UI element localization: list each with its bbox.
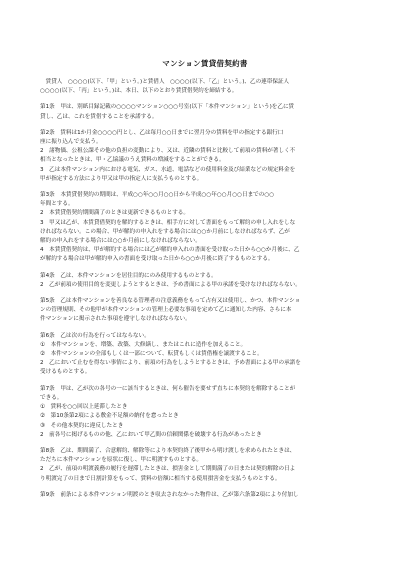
text-line: 年間とする。 [40,201,74,208]
text-line: 第3条 本賃貸借契約の期間は、平成○○年○○月○○日から平成○○年○○月○○日までの○○ [40,192,275,199]
document-title: マンション賃貸借契約書 [162,59,248,68]
contract-paragraph [40,272,390,290]
text-line: 4 本賃貸借契約は、甲が解約する場合には乙が解約申入れの書面を受け取った日から○○か月後に、乙 [40,247,300,254]
text-line: ただちに本件マンションを原状に復し、甲に明渡すものとする。 [40,457,202,464]
text-line: 解約の申入れをする場合には○○か月前にしなければならない。 [40,238,201,245]
text-line: ○○○○(以下、「丙」という。)は、本日、以下のとおり賃貸借契約を締結する。 [40,88,238,95]
text-line: 第1条 甲は、別紙目録記載の○○○○マンション○○○号室(以下「本件マンション」という)を乙に賃 [40,104,295,111]
text-line: 2 乙が、前項の明渡義務の履行を遅滞したときは、損害金として期間満了の日または契約解除の日よ [40,466,296,473]
contract-paragraph [40,491,390,500]
contract-paragraph [40,385,390,440]
contract-paragraph [40,191,390,265]
text-line: ② 第10条第2項による敷金不足額の納付を怠ったとき [40,413,179,420]
text-line: ③ その他本契約に違反したとき [40,422,124,429]
text-line: 第9条 前条による本件マンション明渡のとき収去されなかった物件は、乙が第六条第2項により付加し [40,491,299,498]
text-line: り明渡完了の日まで日割計算をもって、賃料の倍額に相当する使用損害金を支払うものとする。 [40,475,281,482]
text-line: 賃貸人 ○○○○(以下、「甲」という。)と賃借人 ○○○○(以下、「乙」という。)、乙の連帯保証人 [40,79,290,85]
text-line: 第4条 乙は、本件マンションを居住目的にのみ使用するものとする。 [40,272,217,279]
text-line: 2 諸物価、公租公課その他の負担の変動により、又は、近隣の賃料と比較して前項の賃料が著しく不 [40,148,296,155]
text-line: 相当となったときは、甲・乙協議のうえ賃料の増減をすることができる。 [40,157,225,164]
contract-paragraph [40,129,390,184]
text-line: 第6条 乙は次の行為を行ってはならない。 [40,332,150,339]
text-line: 第7条 甲は、乙が次の各号の一に該当するときは、何ら催告を要せず直ちに本契約を解除することが [40,385,296,392]
text-line: 座に振り込んで支払う。 [40,139,102,146]
text-line: 2 乙において止むを得ない事情により、前項の行為をしようとするときは、予め書面による甲の承諾を [40,360,301,367]
text-line: 第2条 賃料は1か月金○○○○円とし、乙は毎月○○日までに翌月分の賃料を甲の指定する銀行口 [40,129,284,136]
text-line: 第5条 乙は本件マンションを善良なる管理者の注意義務をもって占有又は使用し、かつ、本件マンショ [40,298,301,305]
text-line: ① 賃料を○○回以上延滞したとき [40,404,128,411]
text-line: 2 前各号に掲げるものの他、乙において甲乙間の信頼関係を破壊する行為があったとき [40,431,262,438]
text-line: ② 本件マンションの全部もしくは一部について、転貸もしくは賃借権を譲渡すること。 [40,351,263,358]
document-body [40,78,390,507]
text-line: ① 本件マンションを、増築、改築、大修繕し、またはこれに造作を加えること。 [40,341,247,348]
text-line: 3 乙は本件マンション内における電気、ガス、水道、電話などの使用料金及び結業などの規定料金を [40,166,296,173]
text-line: 2 乙が前項の使用目的を変更しようとするときは、予め書面による甲の承諾を受けなければならない。 [40,281,301,288]
contract-paragraph [40,103,390,121]
contract-paragraph [40,447,390,484]
text-line: 3 甲又は乙が、本賃貸借契約を解約するときは、相手方に対して書面をもって解約の申し入れをしな [40,219,296,226]
text-line: 甲が指定する方法により甲又は甲の指定人に支払うものとする。 [40,175,203,182]
text-line: ンの管理規則、その他甲が本件マンションの管理上必要な事項を定めて乙に通知した内容、さらに本 [40,307,292,314]
text-line: 2 本賃貸借契約期間満了のときは更新できるものとする。 [40,210,189,217]
text-line: 貸し、乙は、これを賃借することを承諾する。 [40,113,158,120]
text-line: 件マンションに掲示された事項を遵守しなければならない。 [40,316,191,323]
contract-paragraph [40,332,390,378]
text-line: が解約する場合は甲が解約申入の書面を受け取った日から○○か月後に終了するものとする。 [40,256,274,263]
text-line: 受けるものとする。 [40,369,91,376]
contract-paragraph [40,297,390,325]
contract-paragraph [40,78,390,96]
text-line: ければならない。この場合、甲が解約の申入れをする場合には○○か月前にしなければならず、乙が [40,228,290,235]
text-line: 第8条 乙は、期間満了、合意解約、解除等により本契約終了後甲から明け渡しを求められたときは、 [40,447,296,454]
text-line: できる。 [40,394,63,401]
